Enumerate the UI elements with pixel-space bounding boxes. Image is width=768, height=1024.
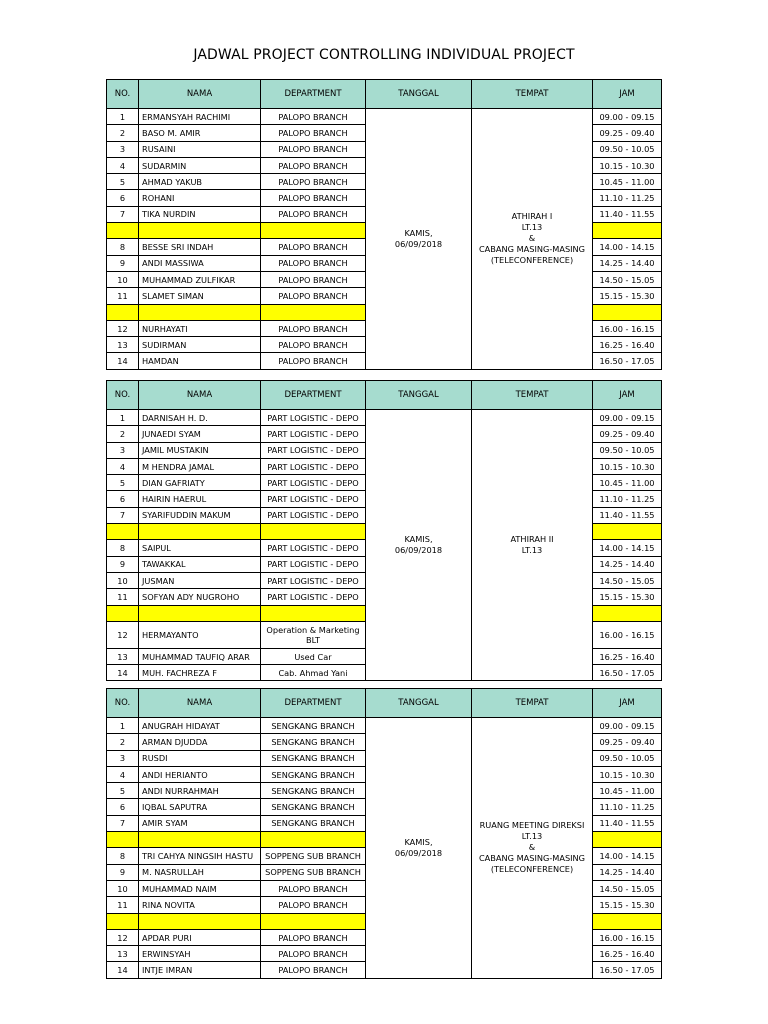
row-nama: TAWAKKAL xyxy=(139,556,261,572)
row-nama: ERWINSYAH xyxy=(139,946,261,962)
row-jam: 14.25 - 14.40 xyxy=(593,864,662,880)
row-department: PALOPO BRANCH xyxy=(261,320,366,336)
row-department: PALOPO BRANCH xyxy=(261,929,366,945)
row-no: 14 xyxy=(107,962,139,978)
tempat-cell: ATHIRAH I LT.13 & CABANG MASING-MASING (TELECONFERENCE) xyxy=(472,109,593,370)
row-jam: 14.00 - 14.15 xyxy=(593,540,662,556)
row-nama: SAIPUL xyxy=(139,540,261,556)
row-department: PART LOGISTIC - DEPO xyxy=(261,589,366,605)
tempat-cell: ATHIRAH II LT.13 xyxy=(472,410,593,681)
row-no: 8 xyxy=(107,239,139,255)
break-cell xyxy=(593,524,662,540)
header-tanggal: TANGGAL xyxy=(366,80,472,109)
tanggal-cell: KAMIS, 06/09/2018 xyxy=(366,109,472,370)
row-department: PALOPO BRANCH xyxy=(261,288,366,304)
table-row xyxy=(107,109,662,125)
header-tanggal: TANGGAL xyxy=(366,381,472,410)
break-cell xyxy=(139,223,261,239)
row-nama: APDAR PURI xyxy=(139,929,261,945)
row-no: 4 xyxy=(107,157,139,173)
row-department: SOPPENG SUB BRANCH xyxy=(261,848,366,864)
row-no: 1 xyxy=(107,718,139,734)
row-jam: 11.10 - 11.25 xyxy=(593,491,662,507)
row-department: SENGKANG BRANCH xyxy=(261,766,366,782)
break-cell xyxy=(107,524,139,540)
row-department: PALOPO BRANCH xyxy=(261,157,366,173)
row-jam: 16.00 - 16.15 xyxy=(593,320,662,336)
row-jam: 16.25 - 16.40 xyxy=(593,337,662,353)
row-jam: 09.25 - 09.40 xyxy=(593,426,662,442)
row-no: 13 xyxy=(107,648,139,664)
row-jam: 16.25 - 16.40 xyxy=(593,946,662,962)
row-no: 9 xyxy=(107,556,139,572)
row-nama: MUHAMMAD TAUFIQ ARAR xyxy=(139,648,261,664)
row-jam: 14.25 - 14.40 xyxy=(593,556,662,572)
row-no: 2 xyxy=(107,734,139,750)
row-department: PART LOGISTIC - DEPO xyxy=(261,475,366,491)
row-nama: ANDI HERIANTO xyxy=(139,766,261,782)
break-cell xyxy=(107,304,139,320)
row-department: SENGKANG BRANCH xyxy=(261,783,366,799)
row-no: 10 xyxy=(107,880,139,896)
break-cell xyxy=(107,913,139,929)
row-nama: MUHAMMAD ZULFIKAR xyxy=(139,271,261,287)
header-department: DEPARTMENT xyxy=(261,80,366,109)
row-department: PALOPO BRANCH xyxy=(261,897,366,913)
row-jam: 14.50 - 15.05 xyxy=(593,572,662,588)
header-no: NO. xyxy=(107,80,139,109)
row-nama: MUHAMMAD NAIM xyxy=(139,880,261,896)
row-jam: 16.25 - 16.40 xyxy=(593,648,662,664)
row-nama: RUSDI xyxy=(139,750,261,766)
header-nama: NAMA xyxy=(139,80,261,109)
row-jam: 16.50 - 17.05 xyxy=(593,665,662,681)
row-jam: 16.00 - 16.15 xyxy=(593,929,662,945)
row-jam: 10.45 - 11.00 xyxy=(593,475,662,491)
row-no: 4 xyxy=(107,766,139,782)
row-jam: 14.50 - 15.05 xyxy=(593,271,662,287)
row-jam: 14.25 - 14.40 xyxy=(593,255,662,271)
row-nama: DIAN GAFRIATY xyxy=(139,475,261,491)
row-no: 14 xyxy=(107,353,139,369)
row-jam: 09.00 - 09.15 xyxy=(593,410,662,426)
break-cell xyxy=(261,605,366,621)
row-jam: 15.15 - 15.30 xyxy=(593,589,662,605)
row-department: SENGKANG BRANCH xyxy=(261,718,366,734)
row-department: PALOPO BRANCH xyxy=(261,141,366,157)
row-jam: 14.50 - 15.05 xyxy=(593,880,662,896)
row-nama: RINA NOVITA xyxy=(139,897,261,913)
row-no: 12 xyxy=(107,929,139,945)
header-jam: JAM xyxy=(593,689,662,718)
row-jam: 10.45 - 11.00 xyxy=(593,783,662,799)
row-nama: SOFYAN ADY NUGROHO xyxy=(139,589,261,605)
row-jam: 09.25 - 09.40 xyxy=(593,734,662,750)
row-no: 9 xyxy=(107,255,139,271)
row-no: 13 xyxy=(107,946,139,962)
row-jam: 15.15 - 15.30 xyxy=(593,897,662,913)
row-nama: JAMIL MUSTAKIN xyxy=(139,442,261,458)
break-cell xyxy=(139,524,261,540)
row-jam: 10.15 - 10.30 xyxy=(593,157,662,173)
header-tanggal: TANGGAL xyxy=(366,689,472,718)
row-department: PART LOGISTIC - DEPO xyxy=(261,410,366,426)
row-no: 5 xyxy=(107,174,139,190)
header-department: DEPARTMENT xyxy=(261,689,366,718)
row-no: 5 xyxy=(107,475,139,491)
row-jam: 10.15 - 10.30 xyxy=(593,766,662,782)
row-nama: ARMAN DJUDDA xyxy=(139,734,261,750)
page-title: JADWAL PROJECT CONTROLLING INDIVIDUAL PROJECT xyxy=(193,47,575,63)
row-department: PALOPO BRANCH xyxy=(261,271,366,287)
break-cell xyxy=(593,304,662,320)
row-no: 6 xyxy=(107,190,139,206)
row-department: PALOPO BRANCH xyxy=(261,962,366,978)
row-jam: 14.00 - 14.15 xyxy=(593,239,662,255)
row-department: PALOPO BRANCH xyxy=(261,125,366,141)
row-nama: TRI CAHYA NINGSIH HASTU xyxy=(139,848,261,864)
header-no: NO. xyxy=(107,689,139,718)
row-department: PALOPO BRANCH xyxy=(261,946,366,962)
break-cell xyxy=(139,304,261,320)
row-no: 14 xyxy=(107,665,139,681)
schedule-table-1 xyxy=(106,79,662,370)
break-cell xyxy=(261,304,366,320)
row-no: 12 xyxy=(107,320,139,336)
break-cell xyxy=(107,605,139,621)
row-nama: NURHAYATI xyxy=(139,320,261,336)
row-department: PALOPO BRANCH xyxy=(261,353,366,369)
row-nama: HERMAYANTO xyxy=(139,621,261,648)
row-nama: ERMANSYAH RACHIMI xyxy=(139,109,261,125)
row-no: 3 xyxy=(107,442,139,458)
row-no: 1 xyxy=(107,410,139,426)
row-nama: ROHANI xyxy=(139,190,261,206)
row-department: SENGKANG BRANCH xyxy=(261,734,366,750)
row-no: 2 xyxy=(107,426,139,442)
schedule-table-3 xyxy=(106,688,662,979)
header-row xyxy=(107,381,662,410)
row-no: 6 xyxy=(107,799,139,815)
break-cell xyxy=(593,223,662,239)
row-department: SENGKANG BRANCH xyxy=(261,799,366,815)
tanggal-cell: KAMIS, 06/09/2018 xyxy=(366,718,472,979)
break-cell xyxy=(261,524,366,540)
row-no: 4 xyxy=(107,458,139,474)
row-nama: IQBAL SAPUTRA xyxy=(139,799,261,815)
row-no: 2 xyxy=(107,125,139,141)
row-department: PART LOGISTIC - DEPO xyxy=(261,491,366,507)
row-department: PALOPO BRANCH xyxy=(261,190,366,206)
break-cell xyxy=(593,913,662,929)
header-row xyxy=(107,80,662,109)
row-jam: 09.00 - 09.15 xyxy=(593,109,662,125)
row-no: 8 xyxy=(107,848,139,864)
row-nama: SYARIFUDDIN MAKUM xyxy=(139,507,261,523)
row-department: PART LOGISTIC - DEPO xyxy=(261,540,366,556)
row-nama: ANDI NURRAHMAH xyxy=(139,783,261,799)
header-department: DEPARTMENT xyxy=(261,381,366,410)
row-department: PALOPO BRANCH xyxy=(261,337,366,353)
break-cell xyxy=(139,913,261,929)
break-cell xyxy=(107,223,139,239)
row-no: 11 xyxy=(107,897,139,913)
table-row xyxy=(107,410,662,426)
row-no: 7 xyxy=(107,206,139,222)
row-department: PALOPO BRANCH xyxy=(261,174,366,190)
row-nama: M. NASRULLAH xyxy=(139,864,261,880)
break-cell xyxy=(139,605,261,621)
header-no: NO. xyxy=(107,381,139,410)
row-no: 8 xyxy=(107,540,139,556)
row-no: 6 xyxy=(107,491,139,507)
row-jam: 16.00 - 16.15 xyxy=(593,621,662,648)
row-nama: MUH. FACHREZA F xyxy=(139,665,261,681)
header-row xyxy=(107,689,662,718)
row-nama: SUDIRMAN xyxy=(139,337,261,353)
row-department: PART LOGISTIC - DEPO xyxy=(261,507,366,523)
row-nama: RUSAINI xyxy=(139,141,261,157)
row-nama: M HENDRA JAMAL xyxy=(139,458,261,474)
row-department: PALOPO BRANCH xyxy=(261,880,366,896)
row-no: 7 xyxy=(107,815,139,831)
row-nama: JUSMAN xyxy=(139,572,261,588)
row-nama: BESSE SRI INDAH xyxy=(139,239,261,255)
row-no: 5 xyxy=(107,783,139,799)
row-department: PALOPO BRANCH xyxy=(261,206,366,222)
row-department: PALOPO BRANCH xyxy=(261,109,366,125)
row-jam: 16.50 - 17.05 xyxy=(593,962,662,978)
row-department: SOPPENG SUB BRANCH xyxy=(261,864,366,880)
row-jam: 09.50 - 10.05 xyxy=(593,442,662,458)
row-no: 10 xyxy=(107,572,139,588)
header-tempat: TEMPAT xyxy=(472,381,593,410)
row-no: 11 xyxy=(107,589,139,605)
row-department: PALOPO BRANCH xyxy=(261,239,366,255)
row-no: 13 xyxy=(107,337,139,353)
row-nama: ANDI MASSIWA xyxy=(139,255,261,271)
row-nama: INTJE IMRAN xyxy=(139,962,261,978)
row-department: PART LOGISTIC - DEPO xyxy=(261,556,366,572)
row-department: PART LOGISTIC - DEPO xyxy=(261,426,366,442)
row-no: 3 xyxy=(107,750,139,766)
row-nama: BASO M. AMIR xyxy=(139,125,261,141)
row-jam: 11.40 - 11.55 xyxy=(593,507,662,523)
row-jam: 09.25 - 09.40 xyxy=(593,125,662,141)
row-no: 3 xyxy=(107,141,139,157)
row-jam: 11.10 - 11.25 xyxy=(593,190,662,206)
break-cell xyxy=(261,832,366,848)
row-nama: AMIR SYAM xyxy=(139,815,261,831)
header-jam: JAM xyxy=(593,80,662,109)
row-jam: 11.40 - 11.55 xyxy=(593,815,662,831)
row-nama: HAMDAN xyxy=(139,353,261,369)
row-no: 7 xyxy=(107,507,139,523)
header-tempat: TEMPAT xyxy=(472,80,593,109)
row-department: PART LOGISTIC - DEPO xyxy=(261,572,366,588)
row-nama: SLAMET SIMAN xyxy=(139,288,261,304)
schedule-table-2 xyxy=(106,380,662,681)
row-no: 9 xyxy=(107,864,139,880)
row-department: PART LOGISTIC - DEPO xyxy=(261,442,366,458)
table-row xyxy=(107,718,662,734)
row-no: 1 xyxy=(107,109,139,125)
row-jam: 11.10 - 11.25 xyxy=(593,799,662,815)
row-nama: HAIRIN HAERUL xyxy=(139,491,261,507)
break-cell xyxy=(139,832,261,848)
row-department: PALOPO BRANCH xyxy=(261,255,366,271)
row-jam: 09.00 - 09.15 xyxy=(593,718,662,734)
header-nama: NAMA xyxy=(139,689,261,718)
row-nama: SUDARMIN xyxy=(139,157,261,173)
row-nama: TIKA NURDIN xyxy=(139,206,261,222)
row-department: Used Car xyxy=(261,648,366,664)
row-nama: JUNAEDI SYAM xyxy=(139,426,261,442)
row-nama: DARNISAH H. D. xyxy=(139,410,261,426)
row-department: PART LOGISTIC - DEPO xyxy=(261,458,366,474)
tanggal-cell: KAMIS, 06/09/2018 xyxy=(366,410,472,681)
header-tempat: TEMPAT xyxy=(472,689,593,718)
row-department: SENGKANG BRANCH xyxy=(261,815,366,831)
header-jam: JAM xyxy=(593,381,662,410)
row-jam: 11.40 - 11.55 xyxy=(593,206,662,222)
header-nama: NAMA xyxy=(139,381,261,410)
row-jam: 09.50 - 10.05 xyxy=(593,750,662,766)
break-cell xyxy=(107,832,139,848)
row-no: 12 xyxy=(107,621,139,648)
tempat-cell: RUANG MEETING DIREKSI LT.13 & CABANG MASING-MASING (TELECONFERENCE) xyxy=(472,718,593,979)
row-jam: 10.45 - 11.00 xyxy=(593,174,662,190)
break-cell xyxy=(593,832,662,848)
break-cell xyxy=(593,605,662,621)
row-jam: 15.15 - 15.30 xyxy=(593,288,662,304)
break-cell xyxy=(261,223,366,239)
row-jam: 16.50 - 17.05 xyxy=(593,353,662,369)
row-nama: AHMAD YAKUB xyxy=(139,174,261,190)
row-department: SENGKANG BRANCH xyxy=(261,750,366,766)
row-department: Operation & Marketing BLT xyxy=(261,621,366,648)
row-no: 10 xyxy=(107,271,139,287)
row-no: 11 xyxy=(107,288,139,304)
row-department: Cab. Ahmad Yani xyxy=(261,665,366,681)
row-jam: 09.50 - 10.05 xyxy=(593,141,662,157)
row-jam: 14.00 - 14.15 xyxy=(593,848,662,864)
row-jam: 10.15 - 10.30 xyxy=(593,458,662,474)
row-nama: ANUGRAH HIDAYAT xyxy=(139,718,261,734)
break-cell xyxy=(261,913,366,929)
